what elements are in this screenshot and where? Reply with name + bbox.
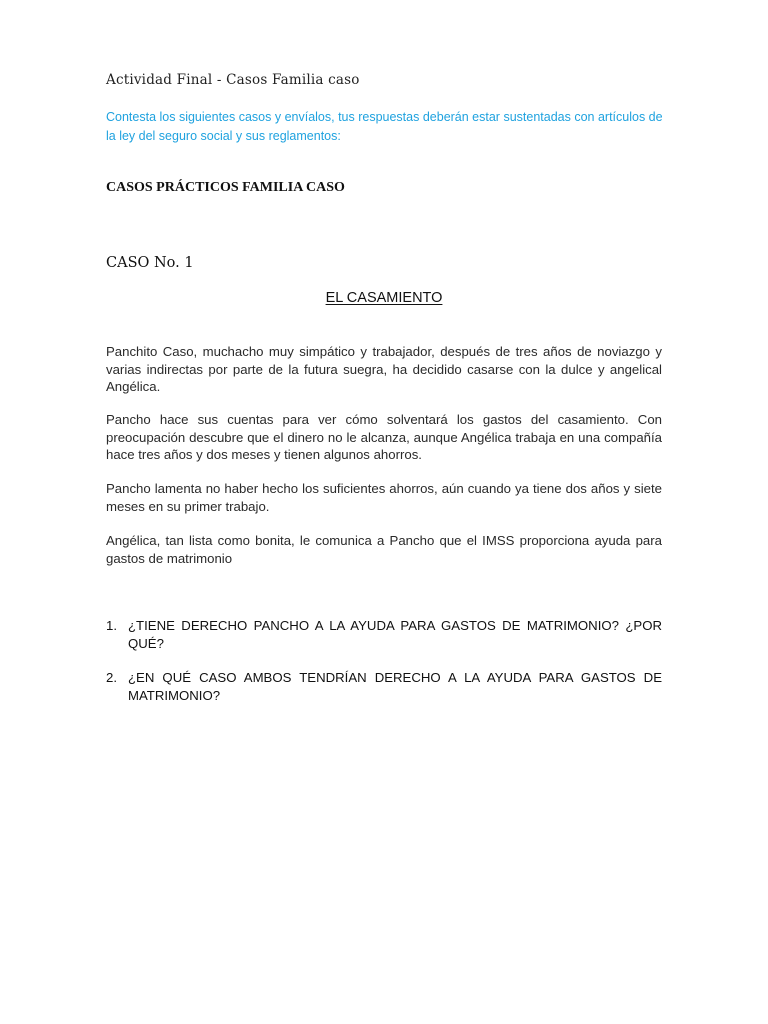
story-title: EL CASAMIENTO bbox=[325, 290, 443, 306]
paragraph-3: Pancho lamenta no haber hecho los suficientes ahorros, aún cuando ya tiene dos años y siete meses en su primer trabajo. bbox=[106, 481, 662, 514]
case-number: CASO No. 1 bbox=[106, 255, 194, 271]
question-1-text: ¿TIENE DERECHO PANCHO A LA AYUDA PARA GASTOS DE MATRIMONIO? ¿POR QUÉ? bbox=[128, 618, 662, 651]
activity-title: Actividad Final - Casos Familia caso bbox=[106, 72, 360, 88]
question-1-number: 1. bbox=[106, 618, 117, 633]
paragraph-1: Panchito Caso, muchacho muy simpático y trabajador, después de tres años de noviazgo y varias indirectas por parte de la futura suegra, ha decidido casarse con la dulce y angelical Angélica. bbox=[106, 344, 662, 394]
question-1 bbox=[106, 617, 662, 653]
question-2-number: 2. bbox=[106, 670, 117, 685]
section-title: CASOS PRÁCTICOS FAMILIA CASO bbox=[106, 180, 345, 195]
paragraph-2: Pancho hace sus cuentas para ver cómo solventará los gastos del casamiento. Con preocupación descubre que el dinero no le alcanza, aunque Angélica trabaja en una compañía hace tres años y dos meses y tienen algunos ahorros. bbox=[106, 412, 662, 462]
question-2 bbox=[106, 669, 662, 705]
paragraph-4: Angélica, tan lista como bonita, le comunica a Pancho que el IMSS proporciona ayuda para gastos de matrimonio bbox=[106, 533, 662, 566]
instructions-text: Contesta los siguientes casos y envíalos, tus respuestas deberán estar sustentadas con artículos de la ley del seguro social y sus reglamentos: bbox=[106, 110, 663, 143]
question-2-text: ¿EN QUÉ CASO AMBOS TENDRÍAN DERECHO A LA AYUDA PARA GASTOS DE MATRIMONIO? bbox=[128, 670, 662, 703]
